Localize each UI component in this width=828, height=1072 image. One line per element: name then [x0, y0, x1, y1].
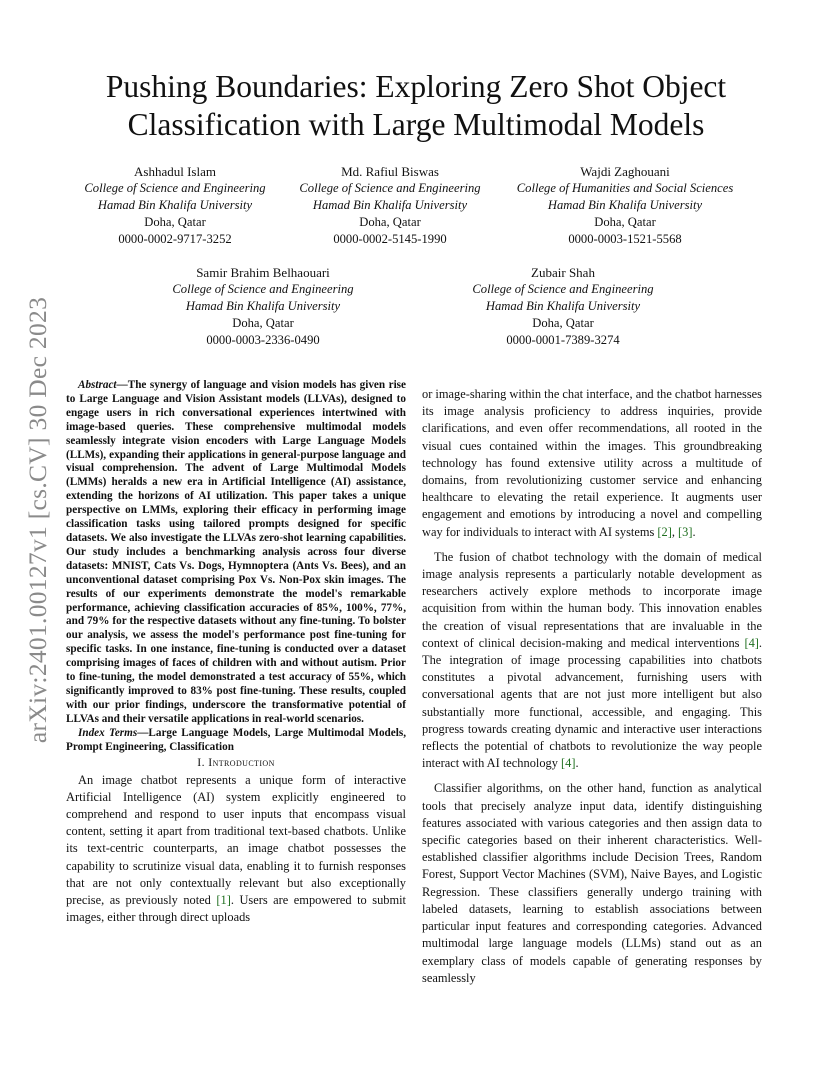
arxiv-stamp-text: arXiv:2401.00127v1 [cs.CV] 30 Dec 2023	[23, 296, 52, 744]
paragraph-text: . The integration of image processing capabilities into chatbots constitutes a pivotal advancement, furnishing users with conversational agents that are not just more intelligent but also substantially more functional, accessible, and engaging. This progress towards creating dynamic and interactive user interactions reflects the potential of chatbots to revolutionize the way people interact with AI technology	[422, 635, 762, 771]
body-paragraph	[422, 780, 762, 986]
author-univ: Hamad Bin Khalifa University	[547, 198, 703, 212]
section-heading: I. Introduction	[197, 755, 275, 770]
citation-link[interactable]: [4]	[561, 756, 576, 771]
author-block	[152, 264, 374, 349]
body-paragraph	[422, 386, 762, 541]
author-univ: Hamad Bin Khalifa University	[185, 299, 341, 313]
author-block	[281, 163, 499, 248]
author-univ: Hamad Bin Khalifa University	[485, 299, 641, 313]
paragraph-text: .	[575, 756, 579, 771]
author-orcid: 0000-0002-5145-1990	[333, 232, 447, 246]
right-column	[422, 386, 762, 987]
author-orcid: 0000-0003-2336-0490	[206, 333, 320, 347]
author-city: Doha, Qatar	[532, 316, 594, 330]
paragraph-text: An image chatbot represents a unique form of interactive Artificial Intelligence (AI) system explicitly engineered to comprehend and respond to user inputs that encompass visual content, setting it apart from traditional text-based chatbots. Unlike its text-centric counterparts, an image chatbot possesses the capability to scrutinize visual data, enabling it to furnish responses that are not only contextually relevant but also exceptionally precise, as previously noted	[66, 772, 406, 908]
author-dept: College of Science and Engineering	[84, 181, 266, 195]
author-univ: Hamad Bin Khalifa University	[97, 198, 253, 212]
paragraph-text: . Users are empowered to submit images, either through direct uploads	[66, 893, 407, 925]
author-dept: College of Science and Engineering	[472, 282, 654, 296]
author-city: Doha, Qatar	[594, 215, 656, 229]
index-terms-text: —Large Language Models, Large Multimodal Models, Prompt Engineering, Classification	[66, 726, 406, 753]
index-terms	[66, 727, 406, 755]
abstract-text: —The synergy of language and vision models has given rise to Large Language and Vision Assistant models (LLVAs), designed to engage users in rich conversational experiences intertwined with image-based queries. These comprehensive multimodal models seamlessly integrate vision encoders with Large Language Models (LLMs), expanding their applications in general-purpose language and visual comprehension. The advent of Large Multimodal Models (LMMs) heralds a new era in Artificial Intelligence (AI) assistance, extending the horizons of AI utilization. This paper takes a unique perspective on LMMs, exploring their efficacy in performing image classification tasks using tailored prompts designed for specific datasets. We also investigate the LLVAs zero-shot learning capabilities. Our study includes a benchmarking analysis across four diverse datasets: MNIST, Cats Vs. Dogs, Hymnoptera (Ants Vs. Bees), and an unconventional dataset comprising Pox Vs. Non-Pox skin images. The results of our experiments demonstrate the model's remarkable performance, achieving classification accuracies of 85%, 100%, 77%, and 79% for the respective datasets without any fine-tuning. To bolster our analysis, we assess the model's performance post fine-tuning for specific tasks. In one instance, fine-tuning is conducted over a dataset comprising images of faces of children with and without autism. Prior to fine-tuning, the model demonstrated a test accuracy of 55%, which significantly improved to 83% post fine-tuning. These results, coupled with our prior findings, underscore the transformative potential of LLVAs and their versatile applications in real-world scenarios.	[66, 379, 406, 725]
abstract	[66, 379, 406, 727]
paragraph-text: Classifier algorithms, on the other hand, function as analytical tools that precisely analyze input data, identify distinguishing features associated with various categories and then assign data to specific categories based on their inherent characteristics. Well-established classifier algorithms include Decision Trees, Random Forest, Support Vector Machines (SVM), Naive Bayes, and Logistic Regression. These classifiers generally undergo training with labeled datasets, learning to establish associations between particular input features and corresponding categories. Advanced multimodal large language models (LLMs) stand out as an exemplary class of models capable of generating responses by seamlessly	[422, 781, 762, 985]
paragraph-text: .	[692, 524, 696, 539]
author-city: Doha, Qatar	[232, 316, 294, 330]
author-name: Zubair Shah	[531, 265, 595, 280]
author-city: Doha, Qatar	[359, 215, 421, 229]
author-name: Samir Brahim Belhaouari	[196, 265, 330, 280]
paragraph-text: ,	[671, 524, 679, 539]
abstract-lead: Abstract	[78, 379, 117, 391]
author-name: Wajdi Zaghouani	[580, 164, 670, 179]
paper-title: Pushing Boundaries: Exploring Zero Shot Object Classification with Large Multimodal Models	[105, 69, 727, 142]
citation-link[interactable]: [4]	[744, 635, 759, 650]
index-terms-lead: Index Terms	[78, 726, 138, 739]
author-dept: College of Science and Engineering	[172, 282, 354, 296]
arxiv-stamp	[18, 280, 58, 760]
paragraph-text: or image-sharing within the chat interface, and the chatbot harnesses its image analysis proficiency to address inquiries, provide clarifications, and even offer recommendations, all rooted in the visual cues contained within the images. This groundbreaking technology has found extensive utility across a multitude of domains, from revolutionizing customer service and enhancing healthcare to elevating the retail experience. It augments user engagement and emotions by introducing a novel and compelling way for individuals to interact with AI systems	[422, 387, 762, 539]
paragraph-text: The fusion of chatbot technology with the domain of medical image analysis represents a particularly notable development as researchers actively explore methods to incorporate image acquisition from within the human body. This innovation enables the creation of visual representations that are invaluable in the context of clinical decision-making and medical interventions	[422, 549, 762, 650]
citation-link[interactable]: [3]	[678, 524, 693, 539]
author-city: Doha, Qatar	[144, 215, 206, 229]
author-block	[64, 163, 286, 248]
author-univ: Hamad Bin Khalifa University	[312, 198, 468, 212]
author-orcid: 0000-0002-9717-3252	[118, 232, 232, 246]
author-name: Ashhadul Islam	[134, 164, 216, 179]
author-dept: College of Humanities and Social Sciences	[516, 181, 734, 195]
author-block	[494, 163, 756, 248]
author-orcid: 0000-0003-1521-5568	[568, 232, 682, 246]
author-orcid: 0000-0001-7389-3274	[506, 333, 620, 347]
intro-paragraph	[66, 772, 406, 927]
author-name: Md. Rafiul Biswas	[341, 164, 439, 179]
author-block	[452, 264, 674, 349]
citation-link[interactable]: [2]	[657, 524, 672, 539]
citation-link[interactable]: [1]	[216, 893, 231, 908]
body-paragraph	[422, 549, 762, 773]
author-dept: College of Science and Engineering	[299, 181, 481, 195]
left-column	[66, 379, 406, 927]
